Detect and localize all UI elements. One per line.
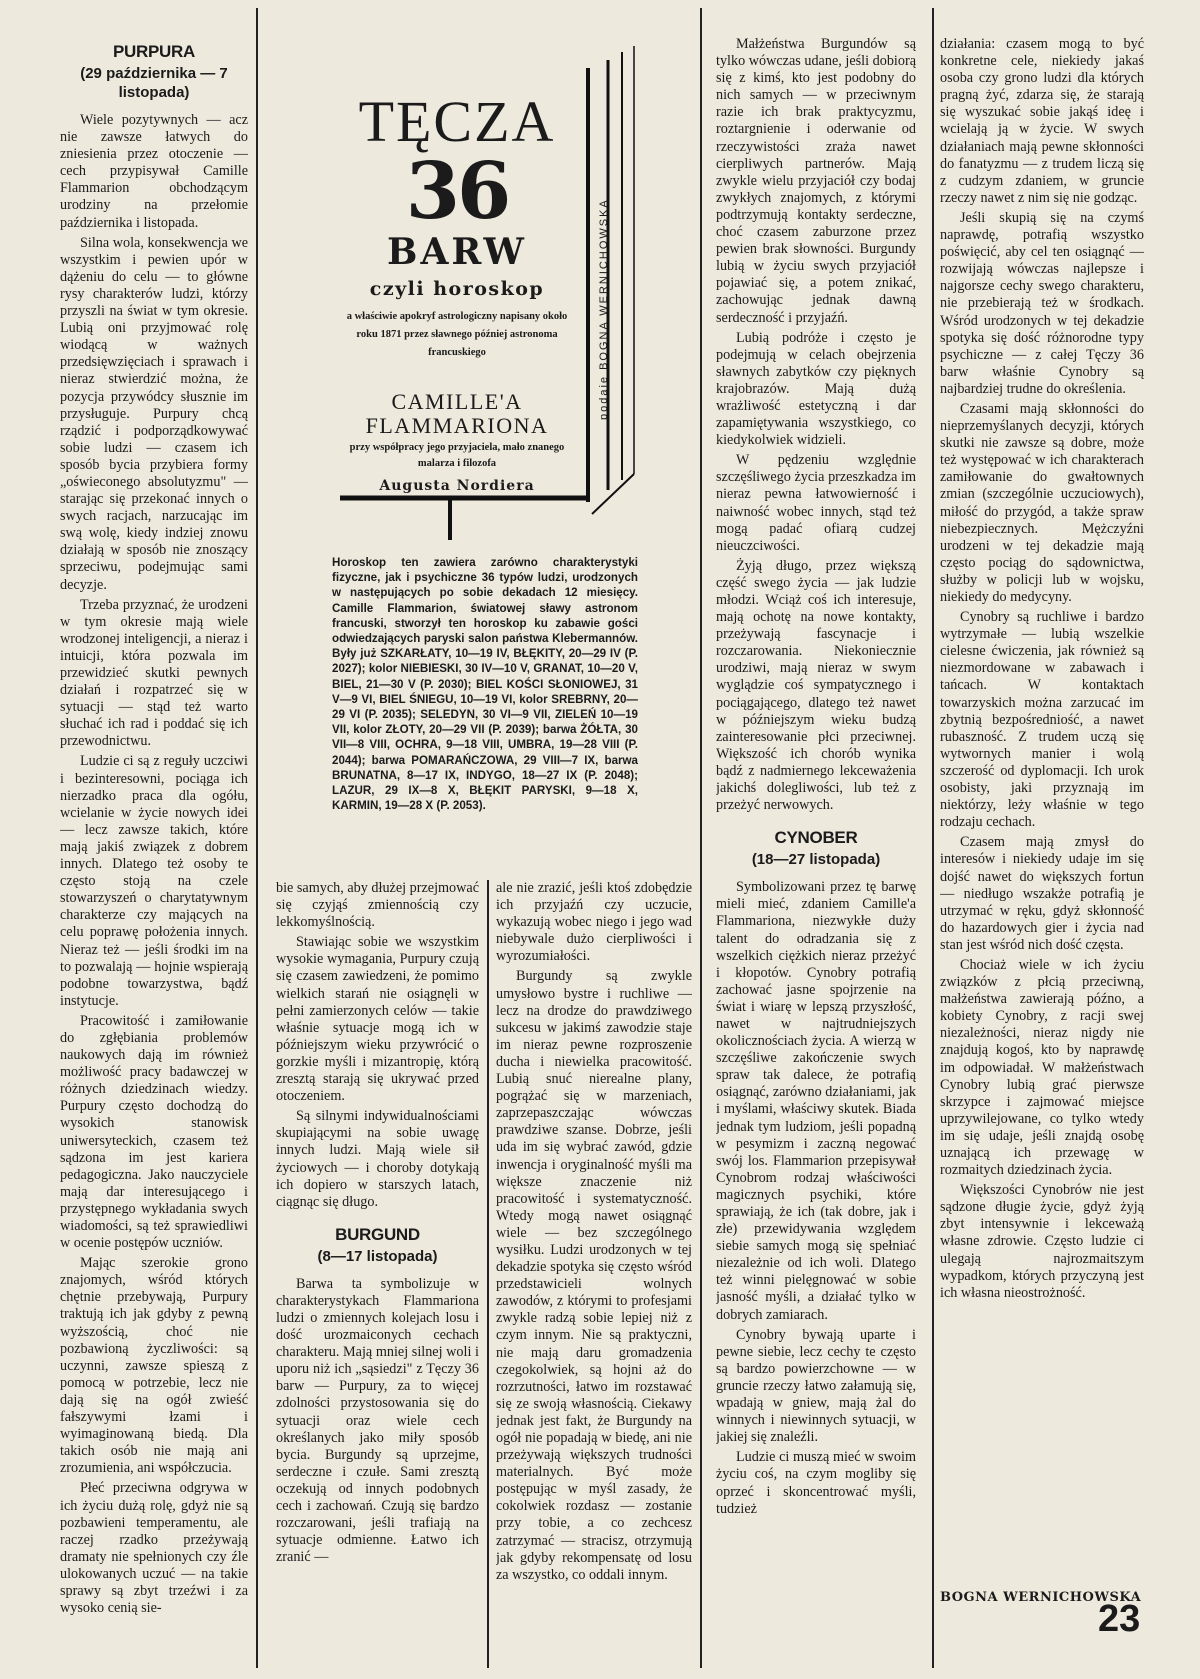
title-tecza: TĘCZA: [358, 89, 556, 154]
page-number: 23: [1098, 1598, 1141, 1640]
author-signature: BOGNA WERNICHOWSKA: [940, 1590, 1142, 1605]
paragraph: Małżeństwa Burgundów są tylko wówczas udane, jeśli dobiorą się z kimś, kto jest podobny do nich samych — w przeciwnym razie ich brak praktycyzmu, roztargnienie i oderwanie od rzeczywistości zraża nawet cierpliwych partnerów. Mają zwykle wielu przyjaciół czy bodaj zwykłych znajomych, z którymi podtrzymują kontakty serdeczne, choć czasem zaburzone przez pewien brak słowności. Burgundy lubią w życiu swych przyjaciół pojawiać się, a potem znikać, zachowując jednak dawną serdeczność i przyjaźń.: [716, 36, 916, 326]
paragraph: Płeć przeciwna odgrywa w ich życiu dużą rolę, gdyż nie są pozbawieni temperamentu, ale raczej rzadko przeżywają dramaty nie spełnionych czy źle ulokowanych uczuć — na takie sprawy są zbyt trzeźwi i za wysoko cenią sie-: [60, 1480, 248, 1617]
paragraph: Barwa ta symbolizuje w charakterystykach Flammariona ludzi o zmiennych kolejach losu i dość urozmaiconych cechach charakteru. Mają mniej silnej woli i uporu niż ich „sąsiedzi" z Tęczy 36 barw — Purpury, za to więcej zdolności przystosowania się do sytuacji oraz wiele cech określanych jako miły sposób bycia. Burgundy są uprzejme, serdeczne i czułe. Sami zresztą oczekują od innych podobnych cech i zachowań. Czują się bardzo rozczarowani, jeśli trafiają na sytuacje odmienne. Łatwo ich zranić —: [276, 1275, 479, 1566]
column-3: [496, 880, 692, 1670]
heading-cynober: CYNOBER: [774, 828, 858, 848]
title-barw: BARW: [387, 231, 527, 273]
paragraph: Cynobry są ruchliwe i bardzo wytrzymałe — lubią wszelkie cielesne ćwiczenia, jak również są niezmordowane w zabawach i tańcach. W kontaktach towarzyskich można zarzucać im zbytnią bezpośredniość, a nawet rubaszność. Z trudem uczą się wytwornych manier i wolą szczerość od dyplomacji. Ich urok osobisty, jaki przyznają im niektórzy, leży właśnie w tego rodzaju cechach.: [940, 609, 1144, 831]
paragraph: Chociaż wiele w ich życiu związków z płcią przeciwną, małżeństwa zawierają późno, a kobiety Cynobry, z racji swej niezależności, nieraz nigdy nie znajdują kogoś, kto by naprawdę im odpowiadał. W małżeństwach Cynobry lubią grać pierwsze skrzypce i zajmować miejsce uprzywilejowane, co tylko wtedy im się udaje, jeśli znajdą osobę uznającą ich przewagę w rozmaitych dziedzinach życia.: [940, 956, 1144, 1179]
intro-text: Horoskop ten zawiera zarówno charakterystyki fizyczne, jak i psychiczne 36 typów ludzi, urodzonych w następujących po sobie dekadach 12 miesięcy. Camille Flammarion, światowej sławy astronom francuski, stworzył ten horoskop ku zabawie gości odwiedzających paryski salon państwa Klebermannów. Były już SZKARŁATY, 10—19 IV, BŁĘKITY, 20—29 IV (P. 2027); kolor NIEBIESKI, 30 IV—10 V, GRANAT, 10—20 V, BIEL, 21—30 V (P. 2030); BIEL KOŚCI SŁONIOWEJ, 31 V—9 VI, BIEL ŚNIEGU, 10—19 VI, kolor SREBRNY, 20—29 VI (P. 2035); SELEDYN, 30 VI—9 VII, ZIELEŃ 10—19 VII, kolor ZŁOTY, 20—29 VII (P. 2039); barwa ŻÓŁTA, 30 VII—8 VIII, OCHRA, 9—18 VIII, UMBRA, 19—28 VIII (P. 2044); barwa POMARAŃCZOWA, 29 VIII—7 IX, barwa BRUNATNA, 8—17 IX, INDYGO, 18—27 IX (P. 2048); LAZUR, 29 IX—8 X, BŁĘKIT PARYSKI, 9—18 X, KARMIN, 19—28 X (P. 2053).: [332, 556, 638, 813]
paragraph: Ludzie ci muszą mieć w swoim życiu coś, na czym mogliby się oprzeć i skoncentrować myśli, tudzież: [716, 1449, 916, 1517]
paragraph: W pędzeniu względnie szczęśliwego życia przeszkadza im nieraz pewna łatwowierność i naiwność wobec innych, stąd też mogą padać ofiarą cudzej nieuczciwości.: [716, 452, 916, 554]
paragraph: Silna wola, konsekwencja we wszystkim i pewien upór w dążeniu do celu — to główne rysy charakterów ludzi, którzy przyszli na świat w tym okresie. Lubią oni przyjmować rolę wiodącą w ważnych przedsięwzięciach i sprawach i nieraz stwierdzić można, że pozycja przywódcy słusznie im przysługuje. Purpury chcą rządzić i podporządkowywać sobie ludzi — czasem ich sposób bycia przybiera formy „oświeconego absolutyzmu" — starając się przekonać innych o swych racjach, narzucając im swą wolę, kiedy indziej znowu działają w sposób nie znoszący sprzeciwu, podejmując sami decyzje.: [60, 234, 248, 593]
paragraph: Stawiając sobie we wszystkim wysokie wymagania, Purpury czują się czasem zawiedzeni, że pomimo wielkich starań nie osiągnęli w pełni zamierzonych celów — takie właśnie sytuacje mogą ich w późniejszym wieku przywrócić o gorzkie myśli i mizantropię, którą zresztą starają się ukrywać przed otoczeniem.: [276, 934, 479, 1105]
paragraph: Burgundy są zwykle umysłowo bystre i ruchliwe — lecz na drodze do prawdziwego sukcesu w jakimś zawodzie staje im nieraz pewne rozproszenie ducha i niewielka pracowitość. Lubią snuć nierealne plany, pogrążać się w marzeniach, zaprzepaszczając wówczas prawdziwe szanse. Dobrze, jeśli uda im się wybrać zawód, gdzie inwencja i oryginalność myśli ma większe znaczenie niż pracowitość i systematyczność. Wtedy mogą nawet osiągnąć wiele — bez szczególnego wysiłku. Ludzi urodzonych w tej dekadzie spotyka się często wśród przedstawicieli wolnych zawodów, z którymi to profesjami zwykle radzą sobie lepiej niż z czym innym. Nie są praktyczni, nie mają daru gromadzenia czegokolwiek, są hojni aż do rozrzutności, łatwo im rozstawać się ze swoją własnością. Ciekawy jednak jest fakt, że Burgundy na ogół nie popadają w biedę, ani nie przeżywają większych trudności materialnych. Być może postępując w myśl zasady, że cokolwiek rozdasz — zostanie przy tobie, a co zechcesz zatrzymać — stracisz, otrzymują jak gdyby rekompensatę od losu za wszystko, co oddali innym.: [496, 968, 692, 1583]
heading-burgund: BURGUND: [335, 1224, 420, 1244]
dates-purpura: (29 października — 7 listopada): [80, 65, 228, 101]
paragraph: Trzeba przyznać, że urodzeni w tym okresie mają wiele wrodzonej inteligencji, a nieraz i intuicji, która pozwala im przewidzieć skutki pewnych działań i rozpatrzeć się w sytuacji — stąd też warto słuchać ich rad i poddać się ich przewodnictwu.: [60, 596, 248, 750]
paragraph: Ludzie ci są z reguły uczciwi i bezinteresowni, pociąga ich nierzadko praca dla ogółu, wcielanie w życie nowych idei — lecz zawsze takich, które mają jakiś związek z dobrem innych. Dlatego też osoby te często stoją na czele stowarzyszeń o charytatywnym charakterze czy mających na celu poprawę położenia innych. Nieraz też — jeśli środki im na to pozwalają — hojnie wspierają podobne towarzystwa, bądź instytucje.: [60, 753, 248, 1009]
title-36: 36: [405, 146, 509, 237]
paragraph: Żyją długo, przez większą część swego życia — jak ludzie młodzi. Wciąż coś ich interesuje, mają ochotę na nowe kontakty, przeżywają fascynacje i rozczarowania. Niekoniecznie urodziwi, mają nieraz w swym wyglądzie coś sympatycznego i pociągającego, dlatego też nawet w późniejszym wieku budzą zainteresowanie płci przeciwnej. Większość ich chorób wynika bądź z nadmiernego lekceważenia jakichś dolegliwości, lub też z przeżyć nerwowych.: [716, 557, 916, 814]
dates-cynober: (18—27 listopada): [751, 851, 881, 869]
paragraph: Jeśli skupią się na czymś naprawdę, potrafią wszystko poświęcić, aby cel ten osiągnąć — rozwijają wówczas najlepsze i najgorsze cechy swego charakteru, nie przebierają też w środkach. Wśród urodzonych w tej dekadzie spotyka się dość różnorodne typy psychiczne — z całej Tęczy 36 barw właśnie Cynobry są najbardziej trudne do określenia.: [940, 209, 1144, 397]
paragraph: Wiele pozytywnych — acz nie zawsze łatwych do zniesienia przez otoczenie — cech przypisywał Camille Flammarion obchodzącym urodziny na przełomie października i listopada.: [60, 112, 248, 231]
paragraph: ale nie zrazić, jeśli ktoś zdobędzie ich przyjaźń czy uczucie, wykazują wobec niego i jego wad niebywale dużo cierpliwości i wyrozumiałości.: [496, 880, 692, 965]
paragraph: Mając szerokie grono znajomych, wśród których chętnie przebywają, Purpury traktują ich jak gdyby z pewną wyższością, choć nie pozbawioną życzliwości: są uczynni, zawsze spieszą z pomocą w potrzebie, lecz nie dają się na ogół zwieść fałszywymi łzami i wyimaginowaną biedą. Dla takich osób nie mają ani zrozumienia, ani współczucia.: [60, 1255, 248, 1477]
title-podaje: podaje BOGNA WERNICHOWSKA: [598, 198, 610, 420]
title-author: CAMILLE'A FLAMMARIONA: [365, 389, 549, 438]
title-block: [342, 70, 572, 498]
paragraph: Czasami mają skłonności do nieprzemyślanych decyzji, których skutki nie zawsze są dobre, może też występować w ich charakterach zamiłowanie do gwałtownych zmian (szczególnie uczuciowych), miłość do przygód, a także spraw niebezpiecznych. Mężczyźni urodzeni w tej dekadzie mają często pociąg do sądownictwa, służby w policji lub w wojsku, niekiedy do medycyny.: [940, 400, 1144, 605]
paragraph: Cynobry bywają uparte i pewne siebie, lecz cechy te często są bardzo powierzchowne — w gruncie rzeczy łatwo załamują się, wpadają w gniew, mają żal do winnych i niewinnych sytuacji, w jakiej się znaleźli.: [716, 1326, 916, 1446]
paragraph: Czasem mają zmysł do interesów i niekiedy udaje im się dojść nawet do większych fortun — niedługo wszakże potrafią je utrzymać w ręku, gdyż skłonność do hazardowych gier i życia nad stan jest wśród nich dość częsta.: [940, 834, 1144, 953]
title-czyli-horoskop: czyli horoskop: [369, 278, 545, 300]
title-collaboration: przy współpracy jego przyjaciela, mało znanego malarza i filozofa: [349, 442, 565, 469]
paragraph: bie samych, aby dłużej przejmować się czyjąś zmiennością czy lekkomyślnością.: [276, 880, 479, 931]
title-coauthor: Augusta Nordiera: [379, 478, 535, 494]
paragraph: Lubią podróże i często je podejmują w celach obejrzenia sławnych zabytków czy pięknych krajobrazów. Mają dużą wrażliwość estetyczną i dar zapamiętywania wszystkiego, co kiedykolwiek widzieli.: [716, 329, 916, 449]
column-rule-1: [256, 8, 258, 1668]
column-rule-3: [700, 8, 702, 1668]
column-1: [60, 40, 248, 1670]
column-2: [276, 880, 479, 1670]
paragraph: Symbolizowani przez tę barwę mieli mieć, zdaniem Camille'a Flammariona, niezwykłe duży talent do odradzania się z wszelkich ciężkich nieraz przeżyć i kłopotów. Cynobry potrafią zachować jasne spojrzenie na świat i wiarę w lepszą przyszłość, nawet w najtrudniejszych okolicznościach życia. A wierzą w szczęśliwe zakończenie swych spraw tak dalece, że potrafią osiągnąć, zarówno działaniami, jak i myślami, właściwy skutek. Biada jednak tym ludziom, jeśli popadną w pesymizm i zaczną negować swój los. Flammarion przepisywał Cynobrom rodzaj właściwości magicznych psychiki, które sprawiają, że ich (tak dobre, jak i złe) przewidywania względem siebie samych mogą się spełniać niezależnie od ich woli. Dlatego też winni pielęgnować w sobie jasność myśli, a działać tylko w dobrych zamiarach.: [716, 879, 916, 1323]
column-4: [716, 36, 916, 1670]
paragraph: działania: czasem mogą to być konkretne cele, niekiedy jakaś osoba czy grono ludzi dla których pragną żyć, zdarza się, że starają się wyszukać sobie jakąś ideę i wcielają ją w życie. W swych działaniach mają pewne skłonności do fanatyzmu — z trudem liczą się z cudzym zdaniem, w gruncie rzeczy nawet z nim się nie godząc.: [940, 36, 1144, 206]
paragraph: Pracowitość i zamiłowanie do zgłębiania problemów naukowych dają im również możliwość pracy badawczej w różnych dziedzinach wiedzy. Purpury często dochodzą do wysokich stanowisk uniwersyteckich, czasem też sądzona im jest kariera pedagogiczna. Jako nauczyciele mają dar interesującego i przystępnego wykładania swych wiadomości, są też sprawiedliwi w ocenie postępów uczniów.: [60, 1012, 248, 1252]
paragraph: Większości Cynobrów nie jest sądzone długie życie, gdyż żyją zbyt intensywnie i lekceważą własne zdrowie. Często ludzie ci ulegają najrozmaitszym wypadkom, których przyczyną jest ich własna nieostrożność.: [940, 1182, 1144, 1301]
column-rule-2: [487, 880, 489, 1668]
dates-burgund: (8—17 listopada): [317, 1247, 438, 1265]
column-rule-4: [932, 8, 934, 1668]
paragraph: Są silnymi indywidualnościami skupiającymi na sobie uwagę innych ludzi. Mają wiele sił życiowych — i choroby dotykają ich dopiero w starszych latach, ciągnąc się długo.: [276, 1108, 479, 1210]
heading-purpura: PURPURA: [113, 42, 195, 61]
column-5: [940, 36, 1144, 1586]
title-subtitle: a właściwie apokryf astrologiczny napisany około roku 1871 przez sławnego później astronoma francuskiego: [346, 311, 568, 358]
